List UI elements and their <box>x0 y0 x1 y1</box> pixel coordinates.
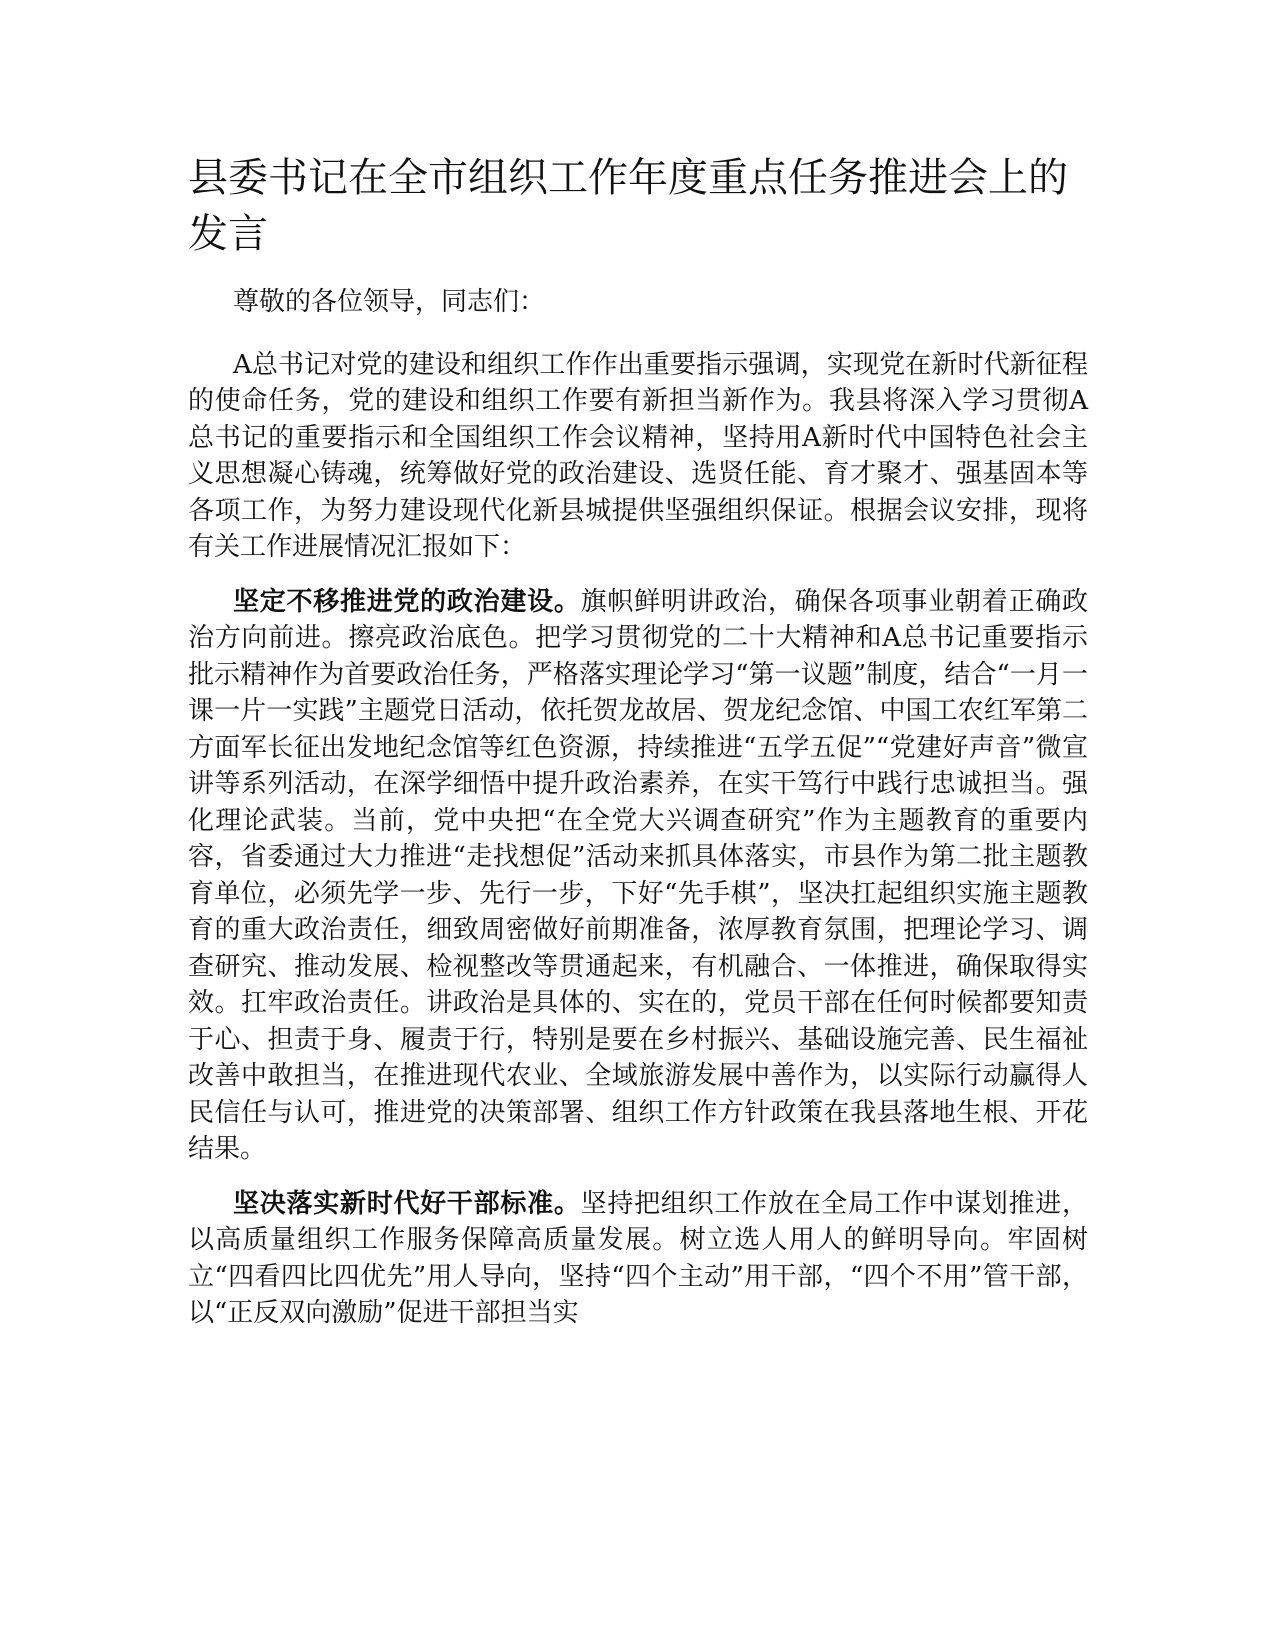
intro-paragraph: A总书记对党的建设和组织工作作出重要指示强调，实现党在新时代新征程的使命任务，党的建设和组织工作要有新担当新作为。我县将深入学习贯彻A总书记的重要指示和全国组织工作会议精神，坚持用A新时代中国特色社会主义思想凝心铸魂，统筹做好党的政治建设、选贤任能、育才聚才、强基固本等各项工作，为努力建设现代化新县城提供坚强组织保证。根据会议安排，现将有关工作进展情况汇报如下： <box>188 349 1088 562</box>
section-political-building <box>188 584 1088 1168</box>
section-heading: 坚定不移推进党的政治建设。 <box>233 586 581 617</box>
section-body: 旗帜鲜明讲政治，确保各项事业朝着正确政治方向前进。擦亮政治底色。把学习贯彻党的二十大精神和A总书记重要指示批示精神作为首要政治任务，严格落实理论学习“第一议题”制度，结合“一月一课一片一实践”主题党日活动，依托贺龙故居、贺龙纪念馆、中国工农红军第二方面军长征出发地纪念馆等红色资源，持续推进“五学五促”“党建好声音”微宣讲等系列活动，在深学细悟中提升政治素养，在实干笃行中践行忠诚担当。强化理论武装。当前，党中央把“在全党大兴调查研究”作为主题教育的重要内容，省委通过大力推进“走找想促”活动来抓具体落实，市县作为第二批主题教育单位，必须先学一步、先行一步，下好“先手棋”，坚决扛起组织实施主题教育的重大政治责任，细致周密做好前期准备，浓厚教育氛围，把理论学习、调查研究、推动发展、检视整改等贯通起来，有机融合、一体推进，确保取得实效。扛牢政治责任。讲政治是具体的、实在的，党员干部在任何时候都要知责于心、担责于身、履责于行，特别是要在乡村振兴、基础设施完善、民生福祉改善中敢担当，在推进现代农业、全域旅游发展中善作为，以实际行动赢得人民信任与认可，推进党的决策部署、组织工作方针政策在我县落地生根、开花结果。 <box>188 586 1088 1164</box>
section-body: 坚持把组织工作放在全局工作中谋划推进，以高质量组织工作服务保障高质量发展。树立选人用人的鲜明导向。牢固树立“四看四比四优先”用人导向，坚持“四个主动”用干部，“四个不用”管干部，以“正反双向激励”促进干部担当实 <box>188 1188 1088 1328</box>
section-heading: 坚决落实新时代好干部标准。 <box>233 1188 581 1219</box>
document-title: 县委书记在全市组织工作年度重点任务推进会上的发言 <box>188 155 1068 257</box>
document-content <box>188 150 1088 1350</box>
greeting-paragraph: 尊敬的各位领导，同志们： <box>233 287 546 317</box>
section-cadre-standard <box>188 1186 1088 1332</box>
